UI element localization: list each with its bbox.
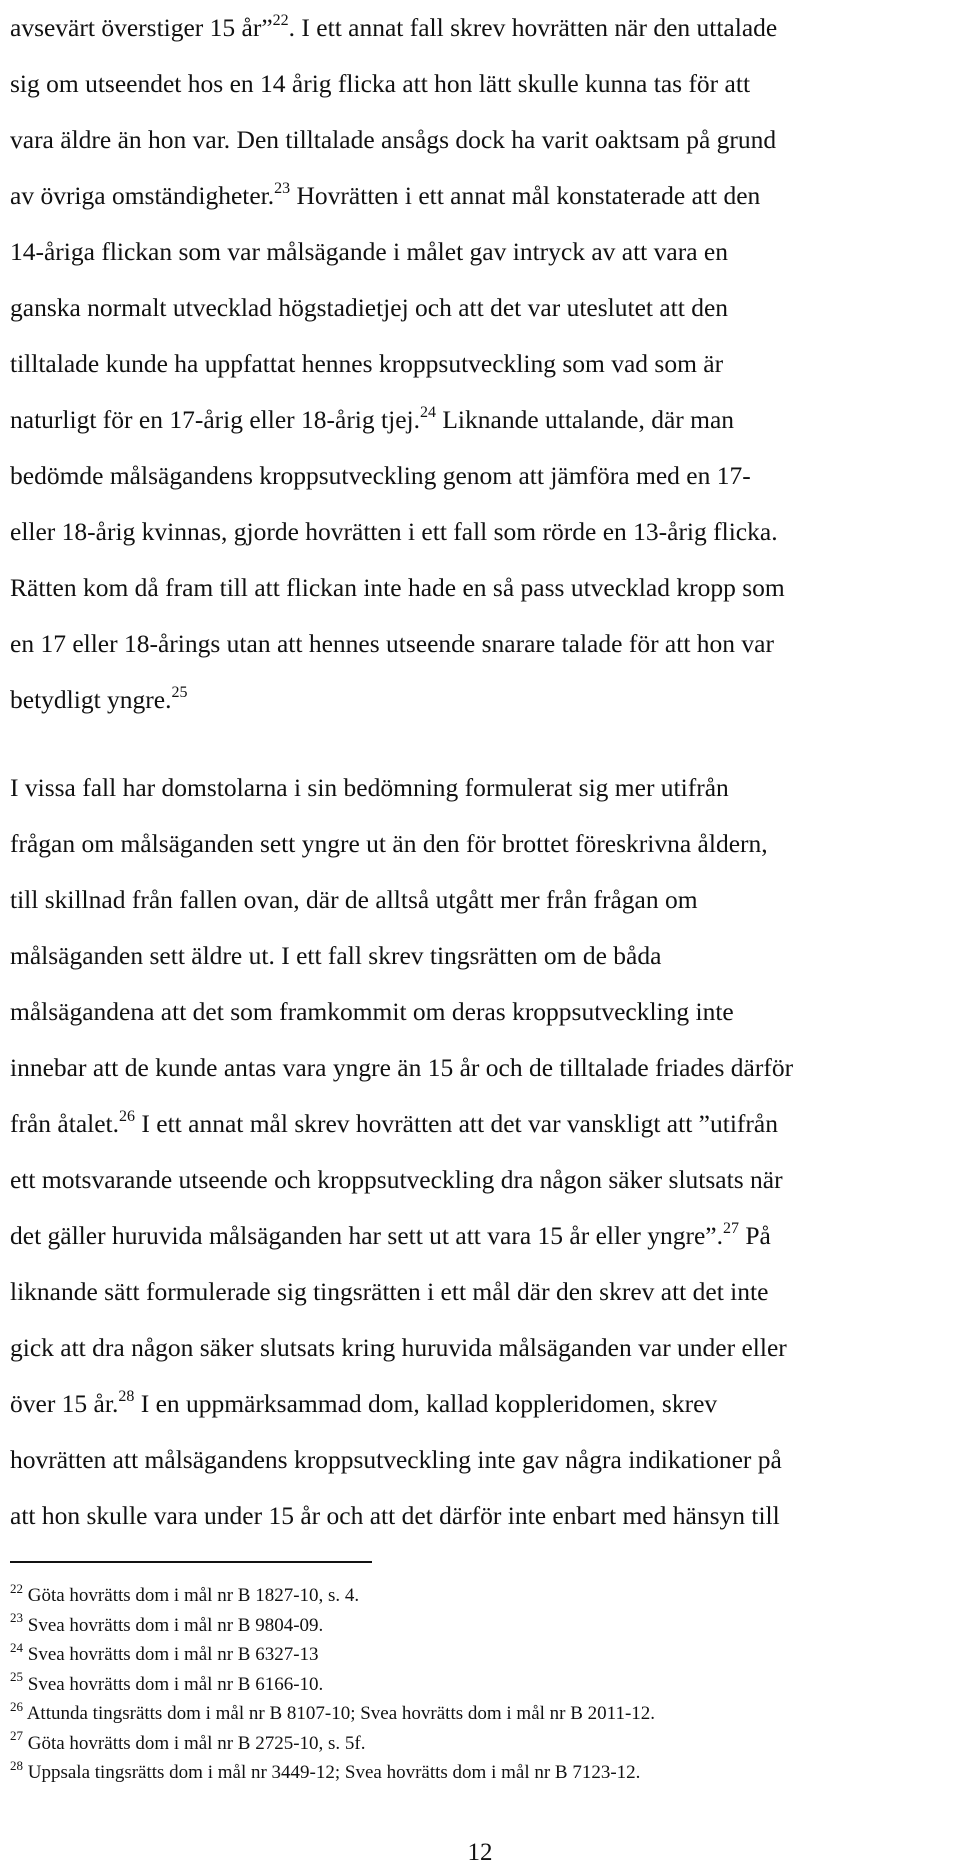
text-line: [10, 1264, 955, 1320]
line-text: I vissa fall har domstolarna i sin bedömning formulerat sig mer utifrån: [10, 773, 729, 802]
text-line: [10, 168, 955, 224]
text-line: [10, 0, 955, 56]
text-line: [10, 56, 955, 112]
text-line: [10, 1320, 955, 1376]
text-line: [10, 1376, 955, 1432]
line-text: målsägandena att det som framkommit om deras kroppsutveckling inte: [10, 997, 734, 1026]
footnote-text: Attunda tingsrätts dom i mål nr B 8107-10; Svea hovrätts dom i mål nr B 2011-12.: [23, 1703, 656, 1724]
line-text: bedömde målsägandens kroppsutveckling genom att jämföra med en 17-: [10, 461, 751, 490]
footnote: [10, 1670, 950, 1700]
footnote-text: Göta hovrätts dom i mål nr B 2725-10, s. 5f.: [23, 1732, 366, 1754]
footnote-text: Göta hovrätts dom i mål nr B 1827-10, s. 4.: [23, 1585, 360, 1606]
text-line: [10, 112, 955, 168]
footnote-number: 25: [10, 1669, 23, 1685]
text-line: [10, 504, 955, 560]
footnote-reference[interactable]: 23: [274, 179, 291, 197]
footnote: [10, 1611, 950, 1641]
line-text: till skillnad från fallen ovan, där de alltså utgått mer från frågan om: [10, 885, 698, 914]
line-text: tilltalade kunde ha uppfattat hennes kroppsutveckling som vad som är: [10, 349, 724, 378]
line-text: I en uppmärksammad dom, kallad koppleridomen, skrev: [134, 1389, 718, 1418]
footnote: [10, 1758, 950, 1788]
body-text: [10, 0, 955, 1544]
line-text: av övriga omständigheter.: [10, 181, 275, 210]
line-text: 14-åriga flickan som var målsägande i målet gav intryck av att vara en: [10, 237, 728, 266]
footnote: [10, 1699, 950, 1729]
text-line: [10, 872, 955, 928]
footnote-number: 26: [10, 1698, 23, 1714]
text-line: [10, 1432, 955, 1488]
line-text: över 15 år.: [10, 1389, 119, 1418]
line-text: I ett annat mål skrev hovrätten att det var vanskligt att ”utifrån: [135, 1109, 778, 1138]
text-line: [10, 1208, 955, 1264]
text-line: [10, 280, 955, 336]
line-text: avsevärt överstiger 15 år”: [10, 13, 273, 42]
line-text: en 17 eller 18-årings utan att hennes utseende snarare talade för att hon var: [10, 629, 774, 658]
page-number: 12: [467, 1839, 493, 1866]
footnote-number: 28: [10, 1757, 23, 1773]
footnote-number: 22: [10, 1580, 23, 1596]
footnote-text: Uppsala tingsrätts dom i mål nr 3449-12; Svea hovrätts dom i mål nr B 7123-12.: [23, 1762, 641, 1783]
text-line: [10, 816, 955, 872]
footnote-separator: [10, 1561, 372, 1563]
line-text: naturligt för en 17-årig eller 18-årig tjej.: [10, 405, 420, 434]
paragraph-2: [10, 760, 955, 1544]
text-line: [10, 616, 955, 672]
footnote-number: 24: [10, 1639, 23, 1655]
text-line: [10, 448, 955, 504]
text-line: [10, 1096, 955, 1152]
footnote-reference[interactable]: 27: [723, 1219, 739, 1237]
footnote-text: Svea hovrätts dom i mål nr B 6166-10.: [23, 1673, 324, 1695]
text-line: [10, 672, 955, 728]
line-text: . I ett annat fall skrev hovrätten när den uttalade: [288, 13, 778, 42]
line-text: betydligt yngre.: [10, 685, 172, 714]
footnote-reference[interactable]: 22: [272, 11, 289, 29]
line-text: Liknande uttalande, där man: [435, 405, 735, 434]
footnotes: [10, 1581, 950, 1788]
line-text: sig om utseendet hos en 14 årig flicka att hon lätt skulle kunna tas för att: [10, 69, 751, 98]
footnote-text: Svea hovrätts dom i mål nr B 6327-13: [23, 1644, 319, 1665]
paragraph-gap: [10, 728, 955, 760]
line-text: eller 18-årig kvinnas, gjorde hovrätten i ett fall som rörde en 13-årig flicka.: [10, 517, 778, 546]
line-text: gick att dra någon säker slutsats kring huruvida målsäganden var under eller: [10, 1333, 787, 1362]
line-text: målsäganden sett äldre ut. I ett fall skrev tingsrätten om de båda: [10, 941, 662, 970]
footnote-number: 27: [10, 1728, 23, 1744]
footnote-reference[interactable]: 24: [419, 403, 436, 421]
text-line: [10, 928, 955, 984]
line-text: ganska normalt utvecklad högstadietjej och att det var uteslutet att den: [10, 293, 729, 322]
line-text: liknande sätt formulerade sig tingsrätten i ett mål där den skrev att det inte: [10, 1277, 769, 1306]
line-text: Rätten kom då fram till att flickan inte hade en så pass utvecklad kropp som: [10, 573, 785, 602]
line-text: Hovrätten i ett annat mål konstaterade att den: [290, 181, 761, 210]
text-line: [10, 560, 955, 616]
line-text: frågan om målsäganden sett yngre ut än den för brottet föreskrivna åldern,: [10, 829, 768, 858]
text-line: [10, 224, 955, 280]
line-text: vara äldre än hon var. Den tilltalade ansågs dock ha varit oaktsam på grund: [10, 125, 777, 154]
line-text: att hon skulle vara under 15 år och att det därför inte enbart med hänsyn till: [10, 1501, 780, 1530]
paragraph-1: [10, 0, 955, 728]
text-line: [10, 984, 955, 1040]
footnote-number: 23: [10, 1610, 23, 1626]
line-text: ett motsvarande utseende och kroppsutveckling dra någon säker slutsats när: [10, 1165, 783, 1194]
footnote: [10, 1581, 950, 1611]
text-line: [10, 1488, 955, 1544]
line-text: hovrätten att målsägandens kroppsutveckling inte gav några indikationer på: [10, 1445, 782, 1474]
footnote: [10, 1640, 950, 1670]
line-text: det gäller huruvida målsäganden har sett ut att vara 15 år eller yngre”.: [10, 1221, 723, 1250]
footnote-reference[interactable]: 25: [171, 683, 188, 701]
text-line: [10, 392, 955, 448]
text-line: [10, 1152, 955, 1208]
text-line: [10, 336, 955, 392]
line-text: från åtalet.: [10, 1109, 120, 1138]
line-text: På: [739, 1221, 771, 1250]
line-text: innebar att de kunde antas vara yngre än 15 år och de tilltalade friades därför: [10, 1053, 794, 1082]
text-line: [10, 760, 955, 816]
footnote-text: Svea hovrätts dom i mål nr B 9804-09.: [23, 1614, 324, 1636]
footnote: [10, 1729, 950, 1759]
footnote-reference[interactable]: 28: [118, 1387, 135, 1405]
footnote-reference[interactable]: 26: [119, 1107, 136, 1125]
text-line: [10, 1040, 955, 1096]
